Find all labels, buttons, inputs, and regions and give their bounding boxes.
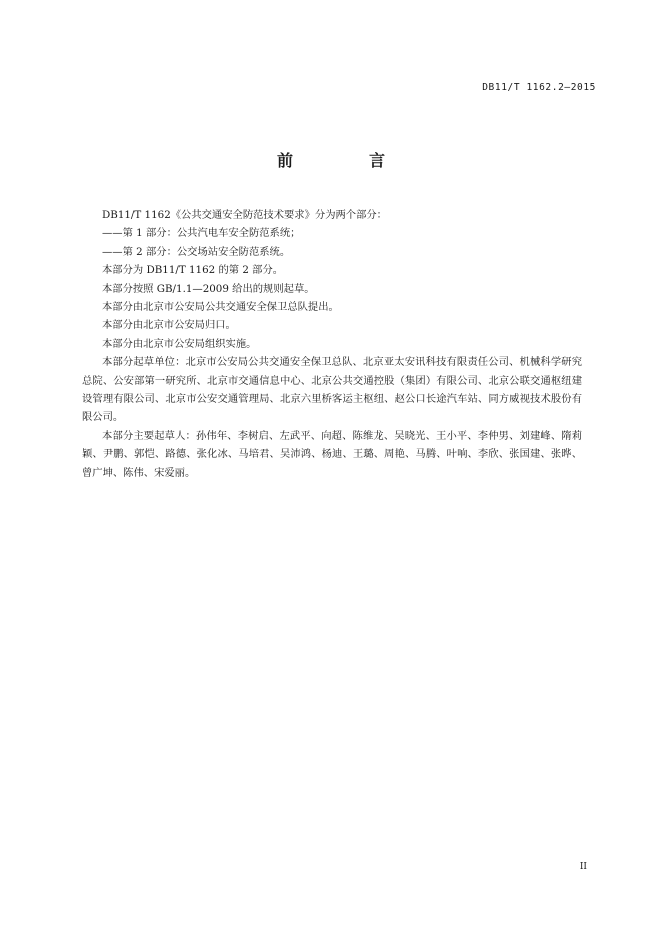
paragraph-parts-overview: DB11/T 1162《公共交通安全防范技术要求》分为两个部分： xyxy=(102,209,387,221)
paragraph-proposed-by: 本部分由北京市公安局公共交通安全保卫总队提出。 xyxy=(102,301,339,314)
paragraph-part-1: ——第 1 部分：公共汽电车安全防范系统； xyxy=(102,227,301,240)
paragraph-administered-by: 本部分由北京市公安局归口。 xyxy=(102,319,236,332)
paragraph-part-2: ——第 2 部分：公交场站安全防范系统。 xyxy=(102,245,291,258)
paragraph-implemented-by: 本部分由北京市公安局组织实施。 xyxy=(102,337,257,350)
page-number: II xyxy=(579,862,587,872)
document-code: DB11/T 1162.2—2015 xyxy=(482,82,596,93)
paragraph-drafting-units: 本部分起草单位：北京市公安局公共交通安全保卫总队、北京亚太安讯科技有限责任公司、机械科学研究总院、公安部第一研究所、北京市交通信息中心、北京公共交通控股（集团）有限公司、北京公联交通枢纽建设管理有限公司、北京市公安交通管理局、北京六里桥客运主枢纽、赵公口长途汽车站、同方威视技术股份有限公司。 xyxy=(82,356,582,424)
paragraph-main-drafters: 本部分主要起草人：孙伟年、李树启、左武平、向超、陈维龙、吴晓光、王小平、李仲男、刘建峰、隋莉颖、尹鹏、郭恺、路德、张化冰、马培君、吴沛鸿、杨迪、王璐、周艳、马腾、叶响、李欣、张国建、张晔、曾广坤、陈伟、宋爱丽。 xyxy=(82,429,582,479)
page-title: 前 言 xyxy=(276,151,415,170)
foreword-body xyxy=(82,206,582,482)
paragraph-this-part: 本部分为 DB11/T 1162 的第 2 部分。 xyxy=(102,264,284,277)
paragraph-drafting-rules: 本部分按照 GB/1.1—2009 给出的规则起草。 xyxy=(102,282,315,295)
